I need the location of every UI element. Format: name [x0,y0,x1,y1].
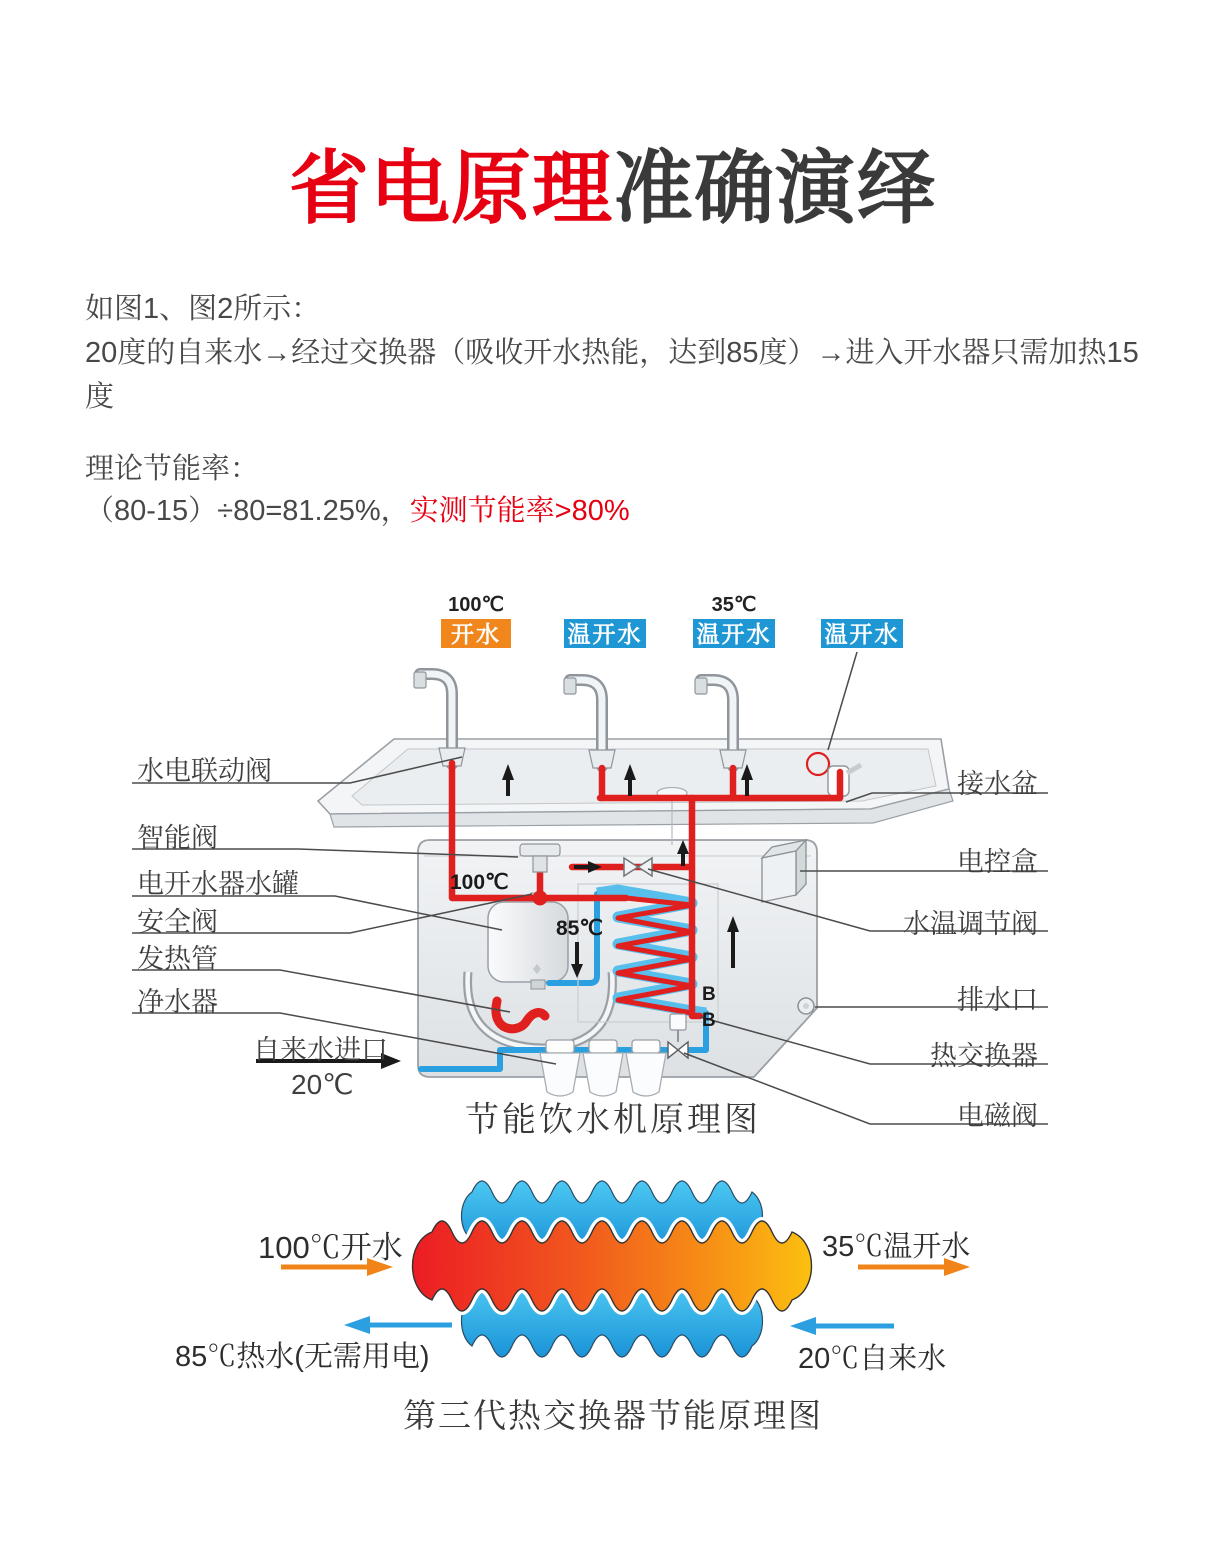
label-heat-exchanger: 热交换器 [930,1041,1038,1071]
counter-top [318,739,953,845]
intro-line-1: 如图1、图2所示： [85,293,321,325]
exchanger-hot-out-label: 85℃热水(无需用电) [175,1341,430,1373]
title-rest: 准确演绎 [613,144,937,233]
machine-caption: 节能饮水机原理图 [465,1101,761,1139]
label-drip-tray: 接水盆 [957,769,1038,799]
label-safety-valve: 安全阀 [137,907,218,937]
intro-line-2: 20度的自来水→经过交换器（吸收开水热能，达到85度）→进入开水器只需加热15度 [85,337,1139,413]
tank [488,893,568,989]
badge-warm-water-1: 温开水 [564,619,646,648]
badge-warm-water-2: 温开水 [693,619,775,648]
label-water-filter: 净水器 [137,987,218,1017]
title-highlight: 省电原理 [289,144,613,233]
intro-heading-2: 理论节能率： [85,453,260,485]
tank-temp-label: 100℃ [450,871,509,894]
exchanger-caption: 第三代热交换器节能原理图 [403,1397,823,1434]
label-smart-valve: 智能阀 [137,823,218,853]
formula-black: （80-15）÷80=81.25%， [85,495,410,527]
tap3-temp: 35℃ [711,594,757,616]
formula-red: 实测节能率>80% [409,495,630,527]
marker-b1: B [702,984,716,1005]
marker-b2: B [702,1010,716,1031]
tap1-temp: 100℃ [448,594,504,616]
label-temp-adjust-valve: 水温调节阀 [903,909,1038,939]
badge-boiling-water: 开水 [441,619,511,648]
exchanger-hot-in-label: 100℃开水 [258,1230,403,1265]
exchanger-figure [281,1181,970,1357]
exchanger-hot-band [413,1221,812,1311]
label-solenoid-valve: 电磁阀 [957,1101,1038,1131]
exchanger-cold-in-label: 20℃自来水 [798,1343,947,1375]
exchanger-warm-out-label: 35℃温开水 [822,1231,971,1263]
label-drain-port: 排水口 [957,985,1038,1015]
label-water-electric-valve: 水电联动阀 [137,756,272,786]
label-tap-water-inlet: 自来水进口 [253,1035,388,1065]
label-inlet-temp: 20℃ [291,1069,354,1100]
badge-warm-water-3: 温开水 [821,619,903,648]
intro-formula [85,490,630,534]
drain-port-icon [798,998,814,1014]
label-control-box: 电控盒 [957,847,1038,877]
label-boiler-tank: 电开水器水罐 [137,869,299,899]
preheat-temp-label: 85℃ [556,917,603,940]
pipe-junction [533,891,548,906]
water-filters-icon [540,1040,666,1096]
page-title [0,124,1226,239]
label-heating-tube: 发热管 [137,944,218,974]
